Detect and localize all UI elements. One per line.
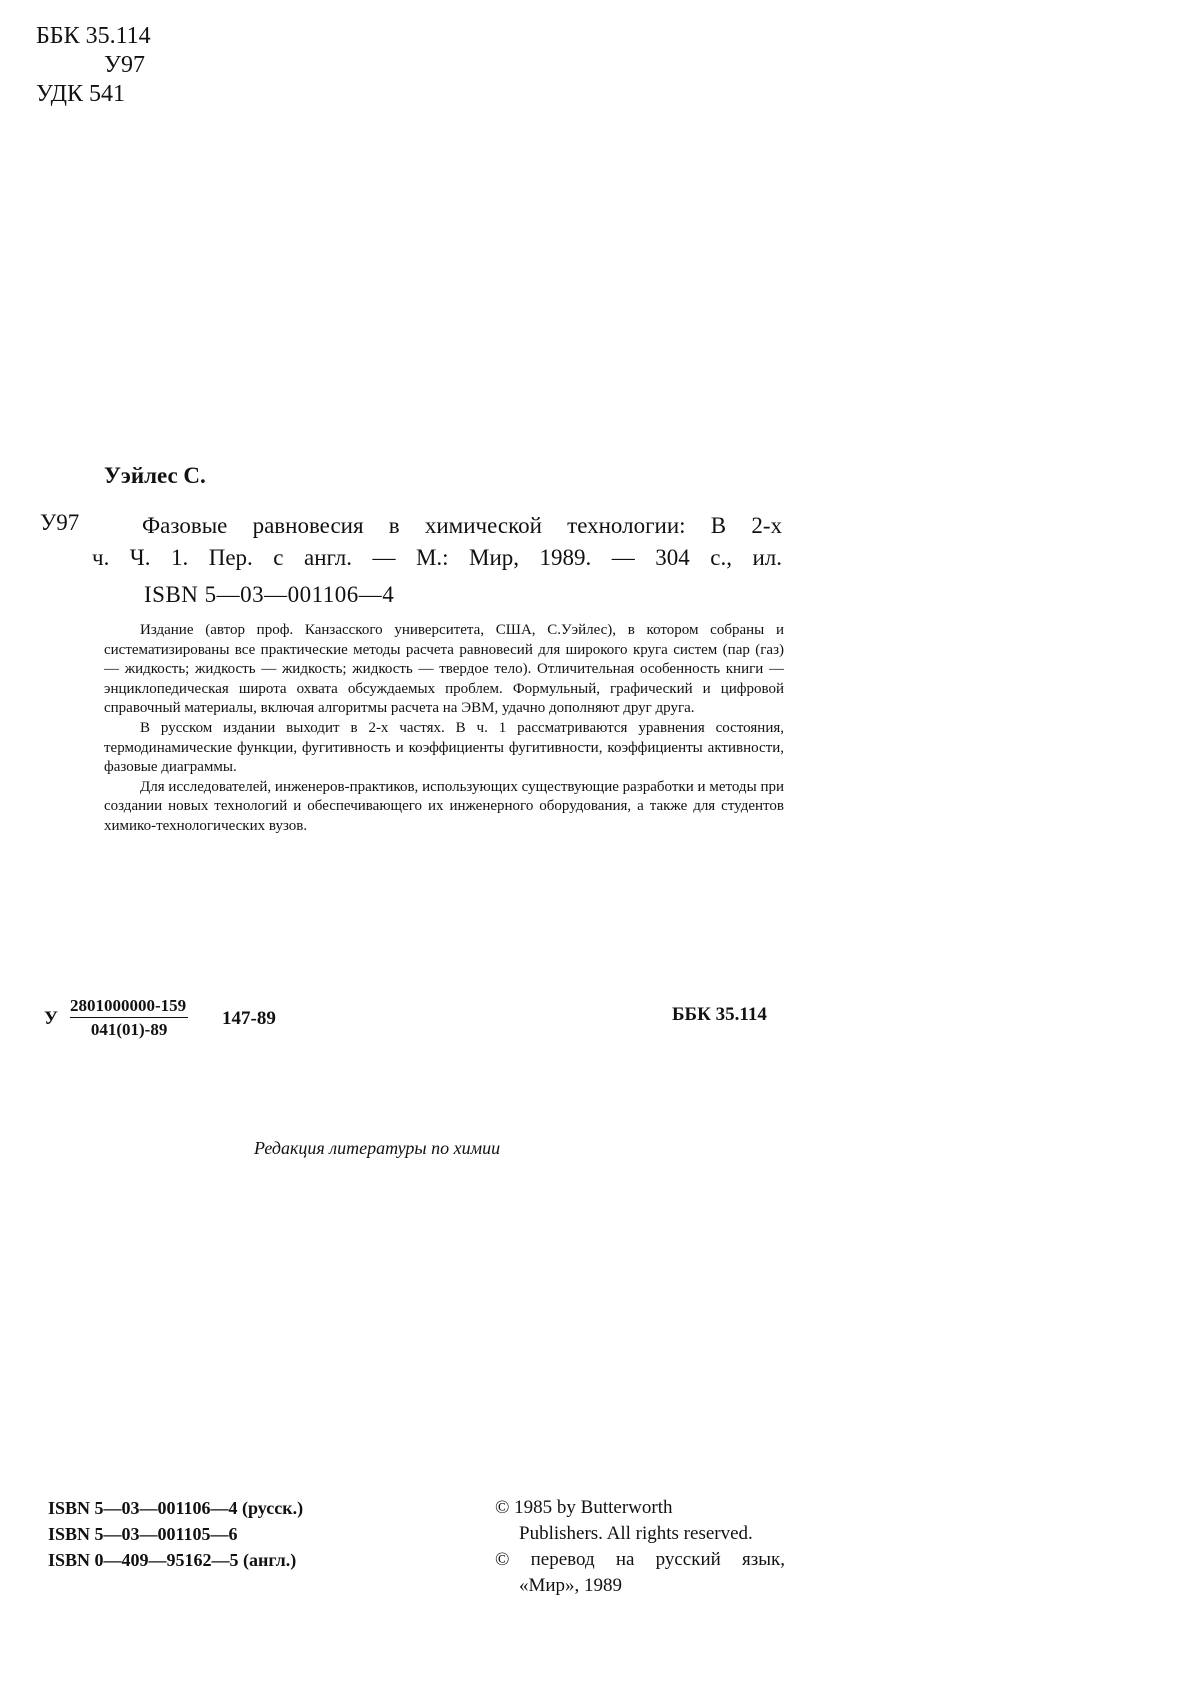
bib-line-2: ч. Ч. 1. Пер. с англ. — М.: Мир, 1989. — 304 с., ил. xyxy=(92,545,782,570)
isbn-main: ISBN 5—03—001106—4 xyxy=(144,582,395,607)
annotation-paragraph-3: Для исследователей, инженеров-практиков, использующих существующие разработки и методы при создании новых технологий и обеспечивающего их инженерного оборудования, а также для студентов химико-технологических вузов. xyxy=(104,778,784,834)
index-letter: У xyxy=(44,1008,58,1029)
bbk-bottom: ББК 35.114 xyxy=(672,1004,767,1025)
udk-code: УДК 541 xyxy=(36,81,125,107)
isbn-list-item: ISBN 5—03—001105—6 xyxy=(48,1524,238,1544)
cutter-code: У97 xyxy=(104,52,145,78)
index-denominator: 041(01)-89 xyxy=(90,1020,168,1039)
copyright-translation-line-1: © перевод на русский язык, xyxy=(495,1549,785,1570)
annotation-paragraph-1: Издание (автор проф. Канзасского университета, США, С.Уэйлес), в котором собраны и систематизированы все практические методы расчета равновесий для широкого круга систем (пар (газ) — жидкость; жидкость — жидкость; жидкость — твердое тело). Отличительная особенность книги — энциклопедическая широта охвата обсуждаемых проблем. Формульный, графический и цифровой справочный материалы, включая алгоритмы расчета на ЭВМ, удачно дополняют друг друга. xyxy=(104,622,784,717)
annotation-paragraph-2: В русском издании выходит в 2-х частях. В ч. 1 рассматриваются уравнения состояния, термодинамические функции, фугитивность и коэффициенты фугитивности, коэффициенты активности, фазовые диаграммы. xyxy=(104,719,784,776)
classification-block xyxy=(36,22,151,109)
editorial-note: Редакция литературы по химии xyxy=(254,1138,501,1158)
copyright-original-line-1: © 1985 by Butterworth xyxy=(495,1497,673,1518)
isbn-list xyxy=(48,1495,303,1573)
bibliographic-record xyxy=(92,510,782,574)
copyright-block xyxy=(495,1495,785,1599)
index-fraction xyxy=(70,996,188,1040)
copyright-translation-line-2: «Мир», 1989 xyxy=(519,1575,623,1596)
index-numerator: 2801000000-159 xyxy=(70,996,188,1018)
bbk-code: ББК 35.114 xyxy=(36,23,151,49)
bib-line-1: Фазовые равновесия в химической технологии: В 2-х xyxy=(142,513,782,538)
annotation xyxy=(104,621,784,837)
isbn-list-item: ISBN 0—409—95162—5 (англ.) xyxy=(48,1550,297,1570)
index-suffix: 147-89 xyxy=(222,1008,276,1029)
author-name: Уэйлес С. xyxy=(104,463,206,488)
copyright-original-line-2: Publishers. All rights reserved. xyxy=(519,1523,753,1544)
isbn-list-item: ISBN 5—03—001106—4 (русск.) xyxy=(48,1498,304,1518)
cutter-side: У97 xyxy=(40,510,80,535)
